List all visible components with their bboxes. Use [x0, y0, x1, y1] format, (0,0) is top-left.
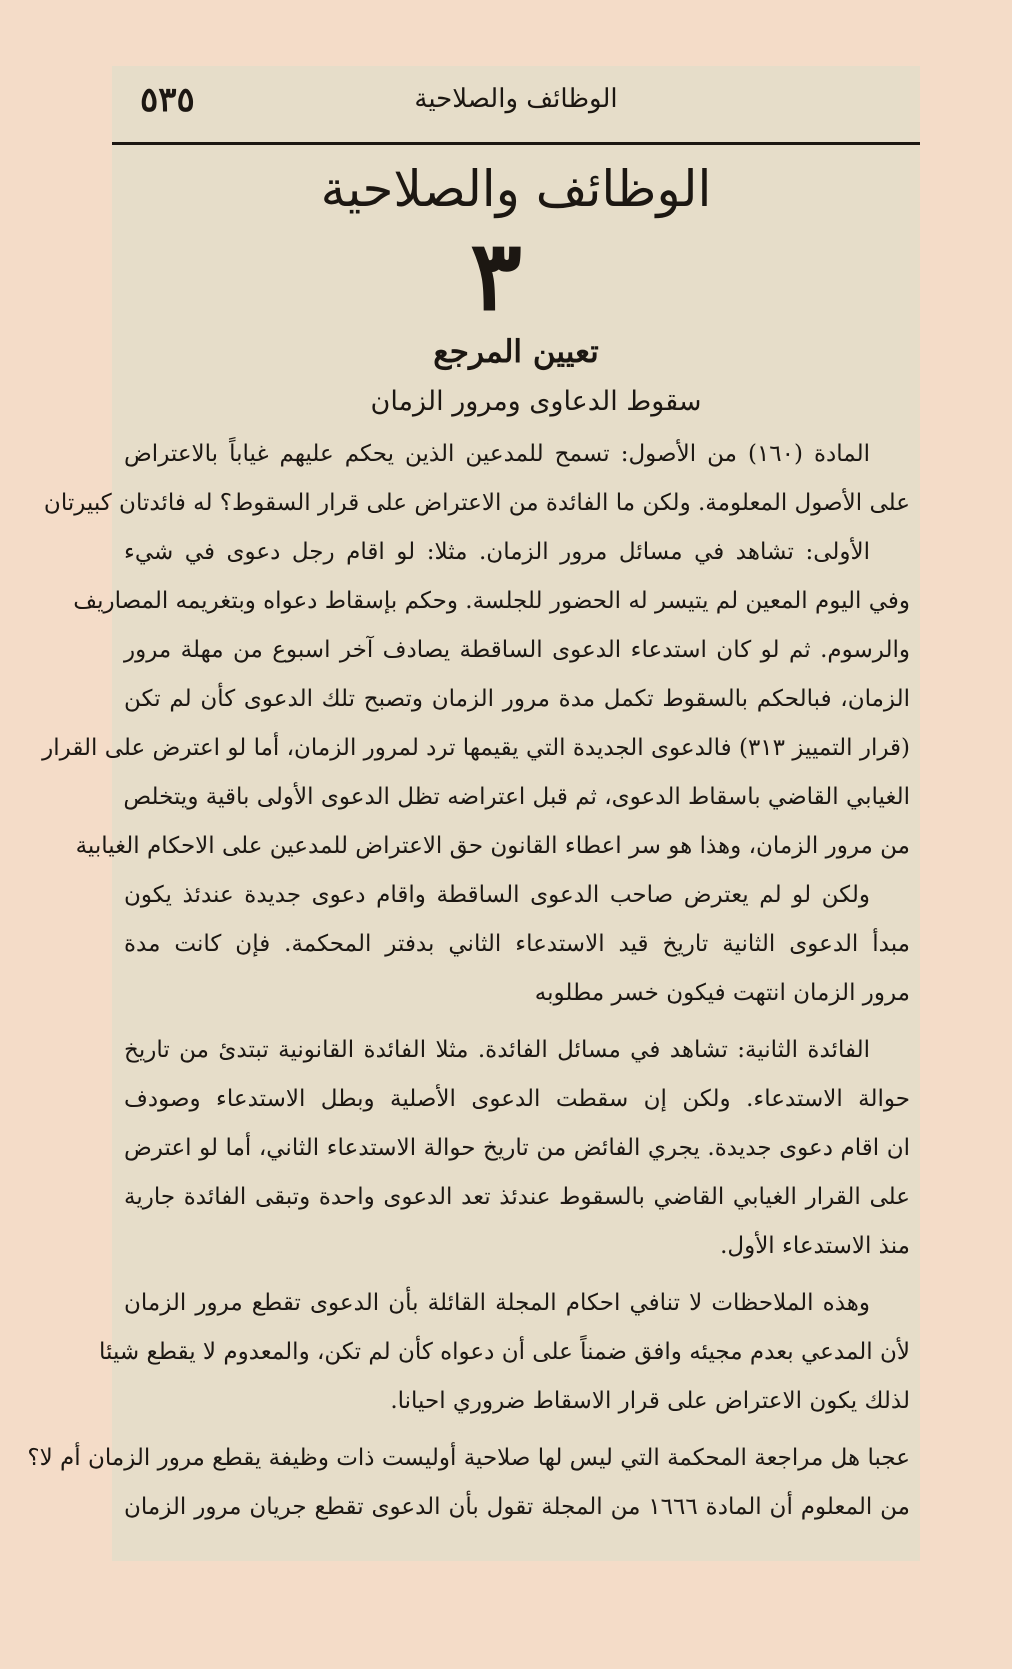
text-line: الفائدة الثانية: تشاهد في مسائل الفائدة. مثلا الفائدة القانونية تبتدئ من تاريخ [124, 1037, 870, 1063]
subsection-title: سقوط الدعاوى ومرور الزمان [370, 386, 702, 417]
document-page [27, 66, 920, 1561]
section-title: تعيين المرجع [433, 334, 599, 370]
text-line: على القرار الغيابي القاضي بالسقوط عندئذ تعد الدعوى واحدة وتبقى الفائدة جارية [124, 1184, 910, 1210]
text-line: لذلك يكون الاعتراض على قرار الاسقاط ضروري احيانا. [390, 1388, 910, 1414]
page-number: ٥٣٥ [140, 80, 195, 120]
text-line: عجبا هل مراجعة المحكمة التي ليس لها صلاحية أوليست ذات وظيفة يقطع مرور الزمان أم لا؟ [27, 1445, 910, 1471]
text-line: والرسوم. ثم لو كان استدعاء الدعوى الساقطة يصادف آخر اسبوع من مهلة مرور [124, 637, 910, 663]
text-line: ولكن لو لم يعترض صاحب الدعوى الساقطة واقام دعوى جديدة عندئذ يكون [124, 882, 870, 908]
text-line: (قرار التمييز ٣١٣) فالدعوى الجديدة التي يقيمها ترد لمرور الزمان، أما لو اعترض على القرار [42, 735, 910, 761]
text-line: من المعلوم أن المادة ١٦٦٦ من المجلة تقول بأن الدعوى تقطع جريان مرور الزمان [124, 1494, 910, 1520]
body-text [27, 430, 910, 1532]
text-line: الغيابي القاضي باسقاط الدعوى، ثم قبل اعتراضه تظل الدعوى الأولى باقية ويتخلص [123, 784, 910, 810]
running-title: الوظائف والصلاحية [414, 84, 618, 114]
text-line: مبدأ الدعوى الثانية تاريخ قيد الاستدعاء الثاني بدفتر المحكمة. فإن كانت مدة [124, 931, 910, 957]
running-head [112, 78, 920, 122]
text-line: المادة (١٦٠) من الأصول: تسمح للمدعين الذين يحكم عليهم غياباً بالاعتراض [124, 441, 870, 467]
text-line: الأولى: تشاهد في مسائل مرور الزمان. مثلا: لو اقام رجل دعوى في شيء [124, 539, 870, 565]
text-line: مرور الزمان انتهت فيكون خسر مطلوبه [534, 980, 910, 1006]
text-line: على الأصول المعلومة. ولكن ما الفائدة من الاعتراض على قرار السقوط؟ له فائدتان كبيرتان [43, 490, 910, 516]
text-line: وفي اليوم المعين لم يتيسر له الحضور للجلسة. وحكم بإسقاط دعواه وبتغريمه المصاريف [73, 588, 910, 614]
text-line: وهذه الملاحظات لا تنافي احكام المجلة القائلة بأن الدعوى تقطع مرور الزمان [124, 1290, 870, 1316]
text-line: حوالة الاستدعاء. ولكن إن سقطت الدعوى الأصلية وبطل الاستدعاء وصودف [124, 1086, 910, 1112]
text-line: لأن المدعي بعدم مجيئه وافق ضمناً على أن دعواه كأن لم تكن، والمعدوم لا يقطع شيئا [99, 1339, 910, 1365]
chapter-title: الوظائف والصلاحية [320, 160, 712, 218]
chapter-number: ٣ [470, 219, 522, 332]
text-line: ان اقام دعوى جديدة. يجري الفائض من تاريخ حوالة الاستدعاء الثاني، أما لو اعترض [124, 1135, 910, 1161]
text-line: منذ الاستدعاء الأول. [720, 1233, 910, 1259]
header-rule [112, 142, 920, 145]
text-line: الزمان، فبالحكم بالسقوط تكمل مدة مرور الزمان وتصبح تلك الدعوى كأن لم تكن [124, 686, 910, 712]
text-line: من مرور الزمان، وهذا هو سر اعطاء القانون حق الاعتراض للمدعين على الاحكام الغيابية [75, 833, 910, 859]
